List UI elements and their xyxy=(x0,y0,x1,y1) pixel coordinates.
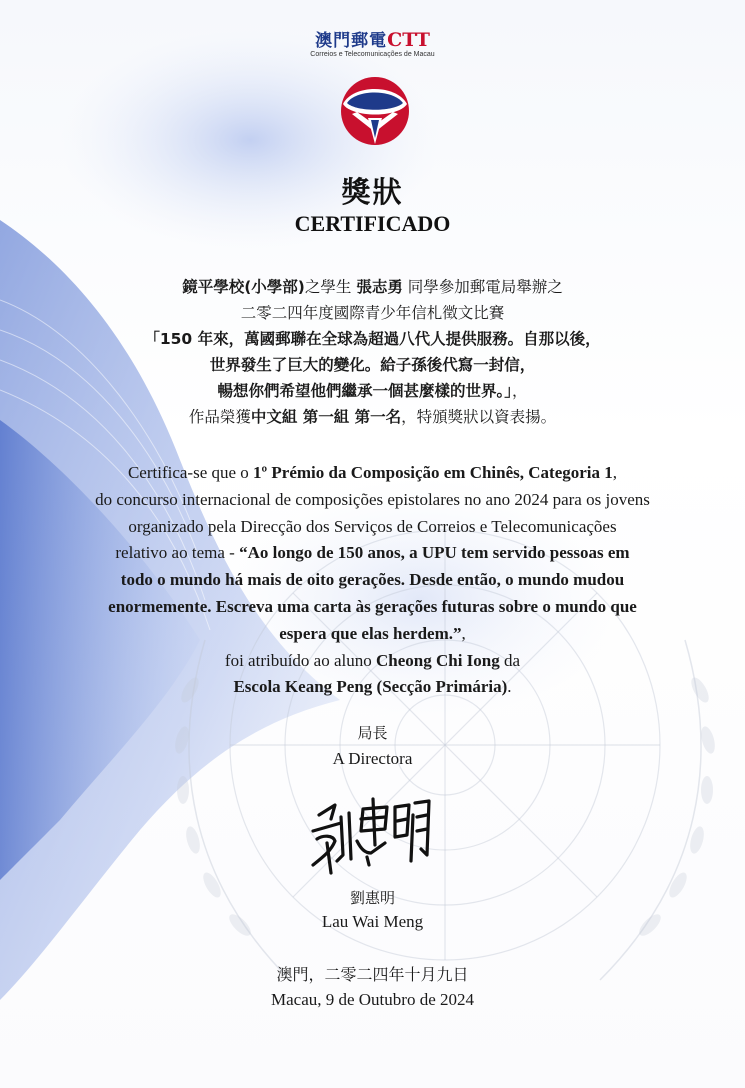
pt-theme-2: todo o mundo há mais de oito gerações. Desde então, o mundo mudou xyxy=(120,570,625,590)
zh-theme-line-2: 世界發生了巨大的變化。給子孫後代寫一封信， xyxy=(209,356,536,374)
pt-prize: 1º Prémio da Composição em Chinês, Categoria 1 xyxy=(253,463,613,482)
ctt-logo xyxy=(0,26,745,58)
zh-student-name: 張志勇 xyxy=(356,278,403,296)
zh-of-student: 之學生 xyxy=(304,278,352,296)
signatory-title-pt: A Directora xyxy=(332,749,413,768)
pt-theme-1: “Ao longo de 150 anos, a UPU tem servido pessoas em xyxy=(239,543,630,563)
pt-school: Escola Keang Peng (Secção Primária) xyxy=(233,677,508,697)
pt-line-student: foi atribuído ao aluno Cheong Chi Iong da xyxy=(224,650,521,670)
ctt-logo-name-en: CTT xyxy=(387,29,430,51)
zh-participation: 同學參加郵電局舉辦之 xyxy=(407,278,563,296)
certificate-title-pt: CERTIFICADO xyxy=(294,211,451,236)
zh-theme-line-1: 「150 年來，萬國郵聯在全球為超過八代人提供服務。自那以後， xyxy=(144,330,601,348)
ctt-emblem-icon xyxy=(338,74,412,148)
chinese-body xyxy=(0,274,745,430)
zh-award-prefix: 作品榮獲 xyxy=(188,408,251,426)
zh-school: 鏡平學校(小學部) xyxy=(182,278,305,296)
pt-student: Cheong Chi Iong xyxy=(376,650,500,670)
pt-line-prize: Certifica-se que o 1º Prémio da Composição em Chinês, Categoria 1, xyxy=(127,463,618,482)
certificate-title-zh: 獎狀 xyxy=(341,175,404,209)
handwritten-signature xyxy=(305,795,435,880)
zh-line-student xyxy=(0,274,745,300)
signatory-title-zh: 局長 xyxy=(357,724,388,742)
pt-theme-3: enormemente. Escreva uma carta às gerações futuras sobre o mundo que xyxy=(108,596,637,616)
ctt-logo-subtitle: Correios e Telecomunicações de Macau xyxy=(310,51,435,58)
zh-theme-line-3: 暢想你們希望他們繼承一個甚麼樣的世界。」， xyxy=(217,382,528,400)
ctt-logo-wordmark xyxy=(0,26,745,51)
pt-line-theme-start: relativo ao tema - “Ao longo de 150 anos, a UPU tem servido pessoas em xyxy=(115,543,630,563)
signatory-name-zh: 劉惠明 xyxy=(349,889,395,907)
signatory-name-pt: Lau Wai Meng xyxy=(321,912,424,931)
pt-line-contest: do concurso internacional de composições epistolares no ano 2024 para os jovens xyxy=(95,489,650,509)
date-zh: 澳門，二零二四年十月九日 xyxy=(276,965,469,984)
zh-award-line xyxy=(0,404,745,430)
zh-award-suffix: ，特頒獎狀以資表揚。 xyxy=(401,408,557,426)
zh-competition: 二零二四年度國際青少年信札徵文比賽 xyxy=(240,304,505,322)
date-pt: Macau, 9 de Outubro de 2024 xyxy=(270,990,474,1009)
pt-theme-4: espera que elas herdem.”, xyxy=(279,623,466,643)
pt-line-school: Escola Keang Peng (Secção Primária). xyxy=(233,677,512,697)
ctt-logo-name-zh: 澳門郵電 xyxy=(315,31,388,51)
portuguese-body xyxy=(40,460,705,701)
pt-line-organizer: organizado pela Direcção dos Serviços de Correios e Telecomunicações xyxy=(128,516,617,536)
zh-award: 中文組 第一組 第一名 xyxy=(250,408,402,426)
